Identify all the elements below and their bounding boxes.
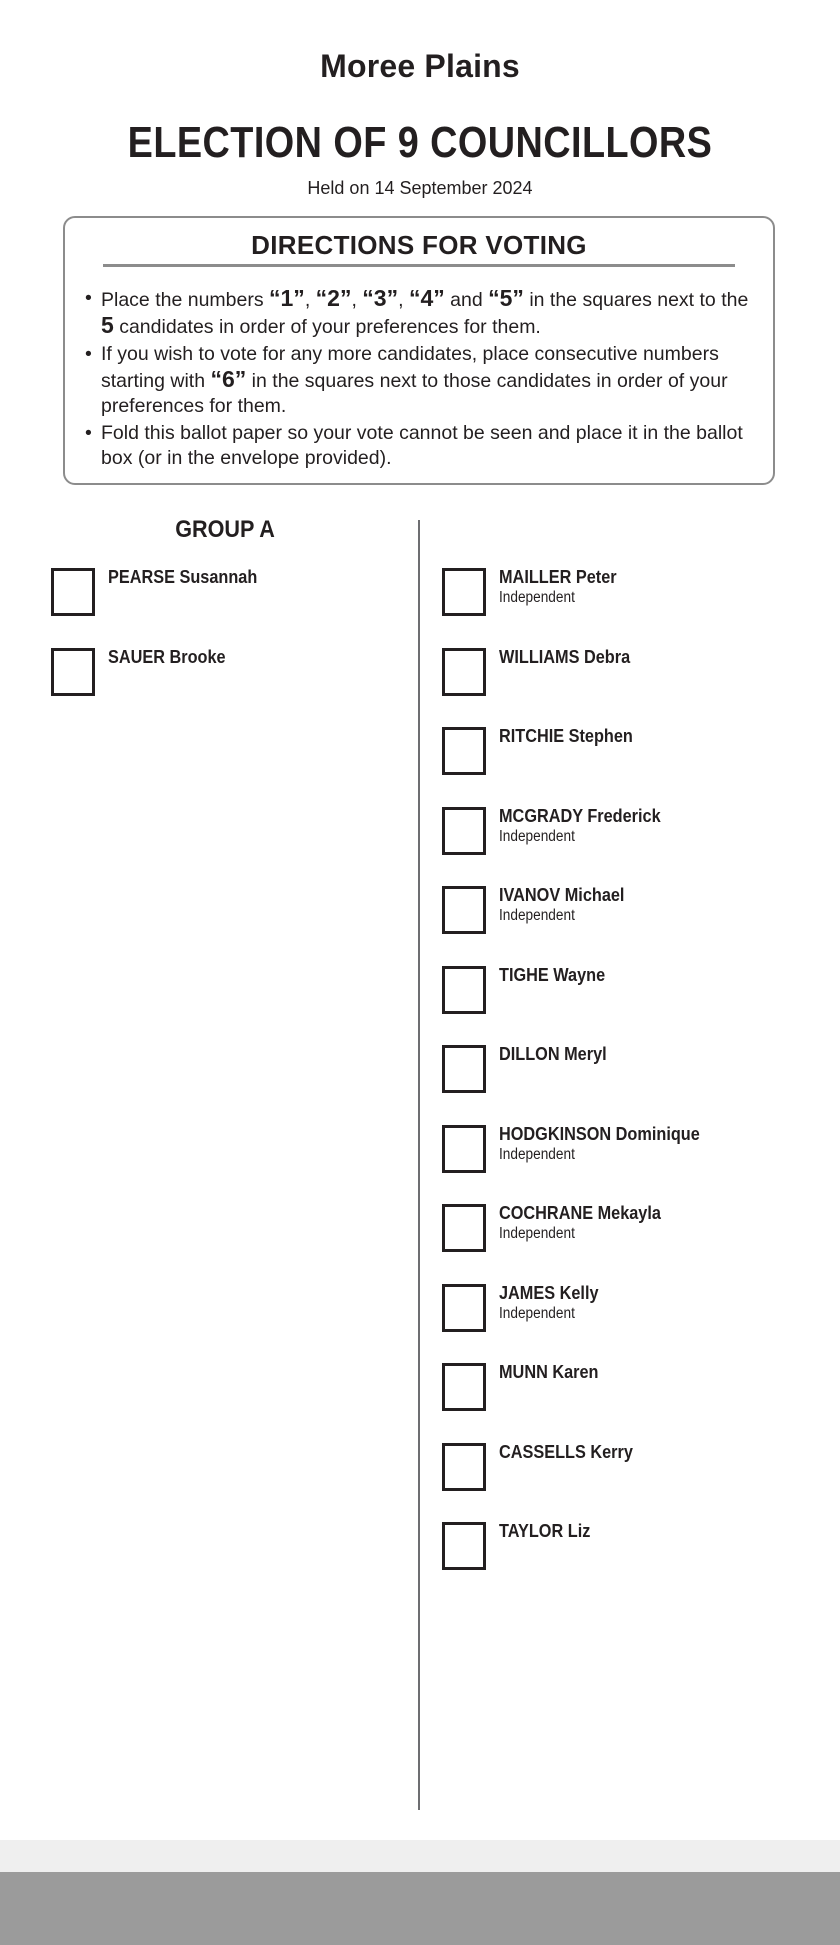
direction-text: in the squares next to those candidates in order of your preferences for them. (101, 370, 728, 417)
candidate-affiliation: Independent (499, 589, 575, 606)
candidate-row (442, 1522, 802, 1576)
vote-square[interactable] (51, 648, 95, 696)
candidate-affiliation: Independent (499, 1304, 575, 1322)
group-a-label: GROUP A (175, 516, 275, 543)
vote-square[interactable] (442, 1125, 486, 1173)
election-title: ELECTION OF 9 COUNCILLORS (127, 118, 713, 167)
candidate-name: TIGHE Wayne (499, 963, 606, 985)
vote-square[interactable] (442, 1045, 486, 1093)
council-name: Moree Plains (320, 48, 520, 84)
direction-text: in the squares next to the (523, 289, 749, 311)
direction-text: , (398, 289, 409, 311)
candidate-name: COCHRANE Mekayla (499, 1202, 661, 1223)
direction-number: “3” (362, 285, 399, 311)
direction-number: “4” (408, 285, 445, 311)
direction-number: “1” (269, 285, 305, 311)
directions-title: DIRECTIONS FOR VOTING (251, 230, 587, 260)
candidate-affiliation: Independent (499, 1145, 575, 1163)
vote-square[interactable] (442, 1443, 486, 1491)
candidate-row (442, 645, 802, 702)
vote-square[interactable] (442, 727, 486, 775)
direction-number: “5” (488, 285, 524, 311)
direction-number: “6” (210, 366, 247, 392)
candidate-row (442, 886, 802, 940)
candidate-row (51, 645, 411, 702)
direction-item (85, 286, 761, 340)
candidate-row (51, 568, 411, 622)
footer-light-band (0, 1840, 840, 1872)
candidate-name: TAYLOR Liz (499, 1520, 591, 1541)
directions-list (85, 286, 761, 473)
candidate-row (442, 963, 802, 1020)
candidate-row (442, 1440, 802, 1497)
candidate-name: HODGKINSON Dominique (499, 1122, 700, 1144)
vote-square[interactable] (442, 966, 486, 1014)
direction-number: “2” (315, 285, 352, 311)
candidate-affiliation: Independent (499, 827, 575, 845)
candidate-affiliation: Independent (499, 907, 575, 924)
election-date: Held on 14 September 2024 (307, 178, 533, 198)
candidate-row (442, 568, 802, 622)
candidate-name: CASSELLS Kerry (499, 1440, 633, 1462)
vote-square[interactable] (51, 568, 95, 616)
candidate-row (442, 1281, 802, 1338)
directions-rule (103, 264, 735, 267)
column-divider (418, 520, 420, 1810)
candidate-row (442, 1045, 802, 1099)
candidate-affiliation: Independent (499, 1225, 575, 1242)
vote-square[interactable] (442, 1522, 486, 1570)
candidate-name: MUNN Karen (499, 1361, 599, 1382)
direction-number: 5 (101, 312, 114, 338)
candidate-name: RITCHIE Stephen (499, 725, 633, 746)
direction-text: If you wish to vote for any more candidates, place consecutive numbers starting with (101, 343, 719, 392)
vote-square[interactable] (442, 568, 486, 616)
vote-square[interactable] (442, 1204, 486, 1252)
direction-item (85, 421, 761, 471)
vote-square[interactable] (442, 1363, 486, 1411)
candidate-name: WILLIAMS Debra (499, 645, 631, 667)
candidate-row (442, 1122, 802, 1179)
direction-text: , (304, 289, 316, 311)
vote-square[interactable] (442, 886, 486, 934)
candidate-name: MAILLER Peter (499, 566, 617, 587)
direction-text: Fold this ballot paper so your vote cannot be seen and place it in the ballot box (or in the envelope provided). (101, 422, 743, 469)
directions-box (63, 216, 775, 485)
candidate-row (442, 1363, 802, 1417)
vote-square[interactable] (442, 648, 486, 696)
footer-dark-band (0, 1872, 840, 1945)
candidate-name: MCGRADY Frederick (499, 804, 661, 826)
direction-item (85, 342, 761, 419)
candidate-name: PEARSE Susannah (108, 566, 258, 587)
vote-square[interactable] (442, 807, 486, 855)
direction-text: candidates in order of your preferences for them. (113, 316, 541, 338)
vote-square[interactable] (442, 1284, 486, 1332)
direction-text: and (444, 289, 489, 311)
direction-text: Place the numbers (101, 289, 270, 311)
direction-text: , (351, 289, 363, 311)
candidate-row (442, 727, 802, 781)
candidate-name: JAMES Kelly (499, 1281, 599, 1303)
candidate-name: DILLON Meryl (499, 1043, 607, 1064)
candidate-row (442, 1204, 802, 1258)
candidate-name: IVANOV Michael (499, 884, 625, 905)
candidate-row (442, 804, 802, 861)
candidate-name: SAUER Brooke (108, 645, 226, 667)
